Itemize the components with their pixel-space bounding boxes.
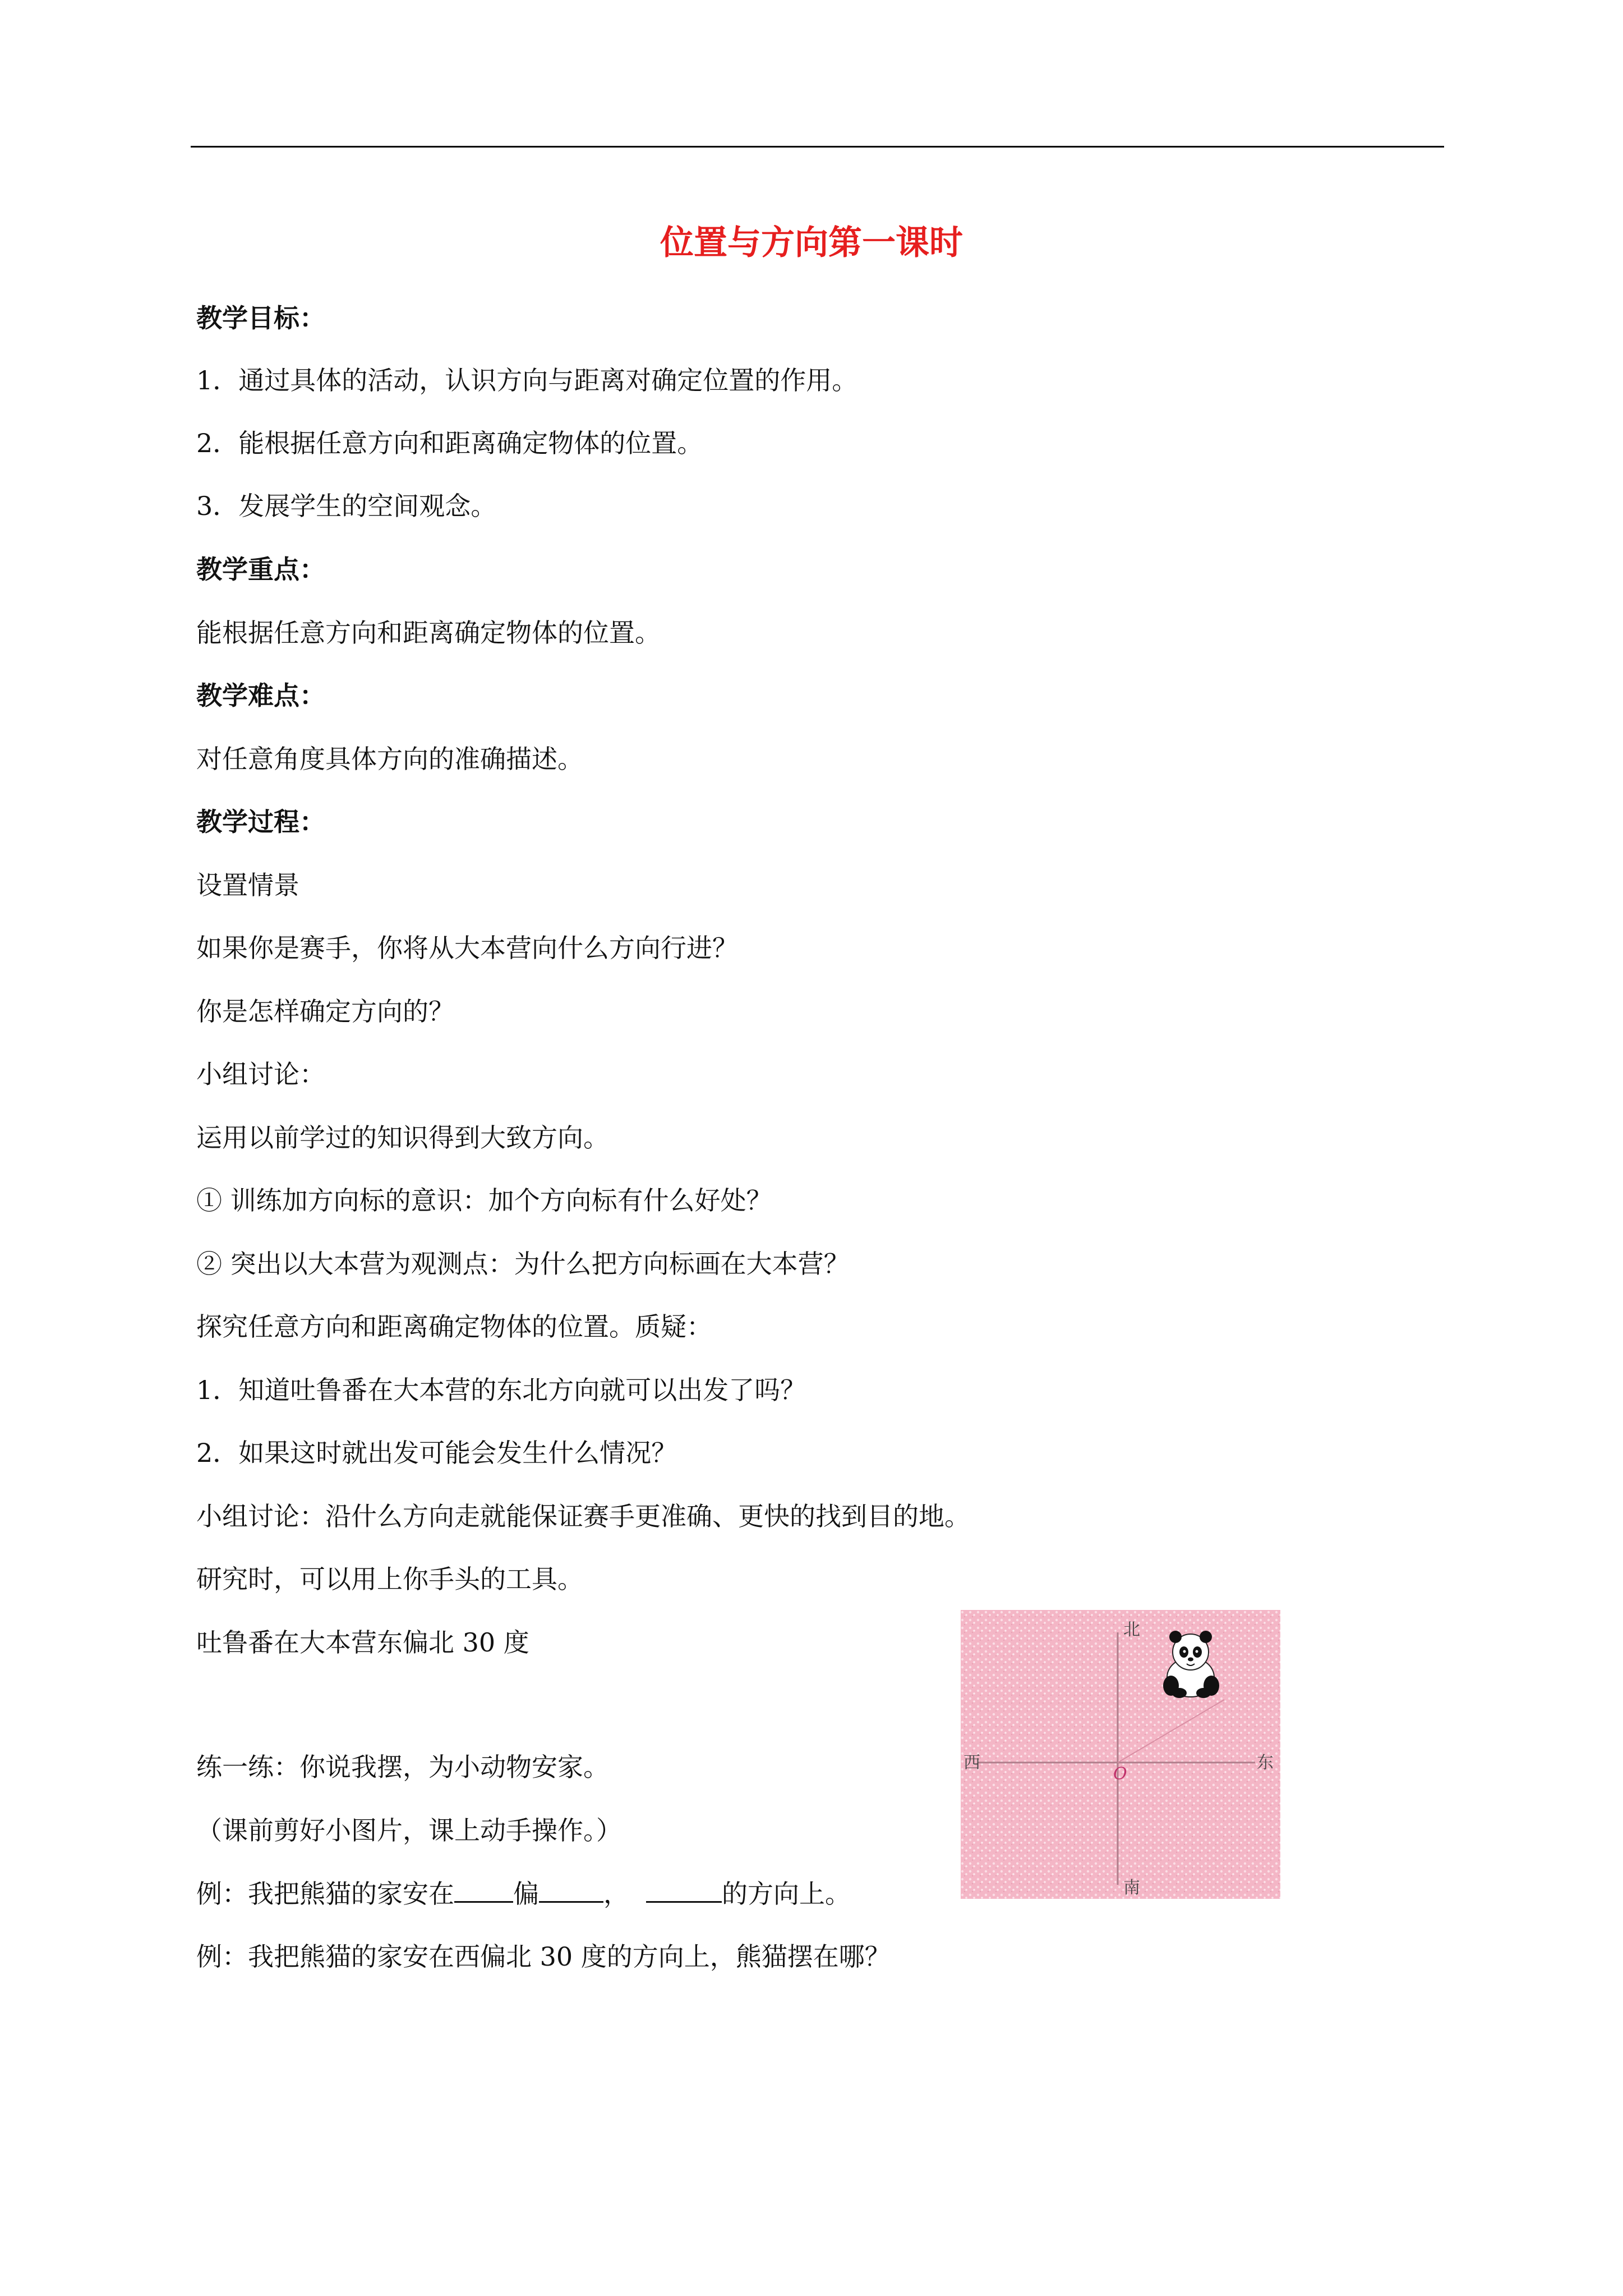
process-line-7: ② 突出以大本营为观测点：为什么把方向标画在大本营？ xyxy=(196,1249,850,1279)
example-1-part-c: ， xyxy=(603,1879,629,1909)
process-line-6: ① 训练加方向标的意识：加个方向标有什么好处？ xyxy=(196,1185,772,1216)
example-1-part-d: 的方向上。 xyxy=(722,1879,851,1909)
north-label: 北 xyxy=(1123,1620,1140,1640)
figure-background xyxy=(961,1610,1280,1899)
header-rule xyxy=(191,146,1444,148)
west-label: 西 xyxy=(963,1753,980,1773)
example-2: 例：我把熊猫的家安在西偏北 30 度的方向上，熊猫摆在哪？ xyxy=(196,1941,891,1972)
goal-1: 1．通过具体的活动，认识方向与距离对确定位置的作用。 xyxy=(196,365,858,395)
process-line-13: 吐鲁番在大本营东偏北 30 度 xyxy=(196,1627,529,1658)
east-label: 东 xyxy=(1257,1753,1274,1773)
blank-3 xyxy=(646,1876,722,1903)
blank-1 xyxy=(454,1876,513,1903)
process-line-5: 运用以前学过的知识得到大致方向。 xyxy=(196,1122,609,1153)
example-1-part-b: 偏 xyxy=(513,1879,539,1909)
process-line-1: 设置情景 xyxy=(196,870,299,900)
difficult-text: 对任意角度具体方向的准确描述。 xyxy=(196,744,583,774)
document-title: 位置与方向第一课时 xyxy=(660,223,963,263)
compass-diagram xyxy=(961,1610,1280,1899)
process-line-10: 2．如果这时就出发可能会发生什么情况？ xyxy=(196,1438,677,1468)
process-line-12: 研究时，可以用上你手头的工具。 xyxy=(196,1564,583,1594)
south-label: 南 xyxy=(1123,1878,1140,1898)
goal-2: 2．能根据任意方向和距离确定物体的位置。 xyxy=(196,428,703,458)
process-line-15: （课前剪好小图片，课上动手操作。） xyxy=(196,1815,622,1846)
process-line-14: 练一练：你说我摆，为小动物安家。 xyxy=(196,1752,609,1782)
example-1-part-a: 例：我把熊猫的家安在 xyxy=(196,1879,454,1909)
process-heading: 教学过程： xyxy=(196,807,325,837)
origin-label: O xyxy=(1113,1764,1127,1784)
goal-3: 3．发展学生的空间观念。 xyxy=(196,491,497,521)
process-line-2: 如果你是赛手，你将从大本营向什么方向行进？ xyxy=(196,933,738,963)
compass-figure xyxy=(961,1610,1280,1899)
process-line-3: 你是怎样确定方向的？ xyxy=(196,996,454,1027)
process-line-11: 小组讨论：沿什么方向走就能保证赛手更准确、更快的找到目的地。 xyxy=(196,1501,970,1531)
process-line-8: 探究任意方向和距离确定物体的位置。质疑： xyxy=(196,1312,712,1342)
process-line-4: 小组讨论： xyxy=(196,1059,325,1089)
key-heading: 教学重点： xyxy=(196,554,325,585)
example-1 xyxy=(196,1876,851,1911)
difficult-heading: 教学难点： xyxy=(196,680,325,711)
blank-2 xyxy=(539,1876,603,1903)
key-text: 能根据任意方向和距离确定物体的位置。 xyxy=(196,618,661,648)
process-line-9: 1．知道吐鲁番在大本营的东北方向就可以出发了吗？ xyxy=(196,1375,806,1405)
goals-heading: 教学目标： xyxy=(196,303,325,333)
